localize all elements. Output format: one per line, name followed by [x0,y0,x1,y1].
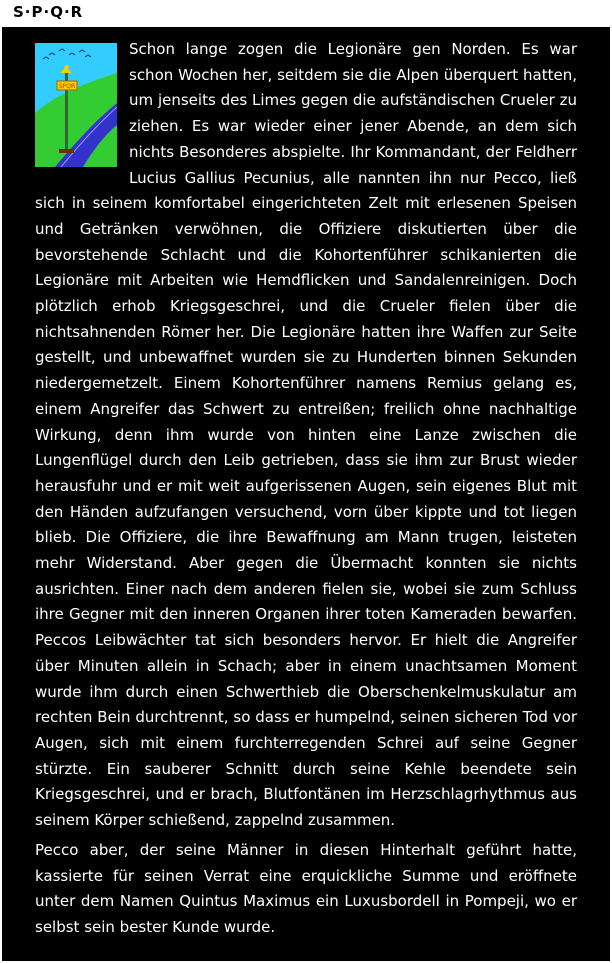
page-title: S·P·Q·R [13,3,84,21]
svg-text:SPQR: SPQR [58,83,76,90]
story-paragraph-2: Pecco aber, der seine Männer in diesen Hinterhalt geführt hatte, kassierte für seinen Verrat eine erquickliche Summe und eröffnete unter dem Namen Quintus Maximus ein Luxusbordell in Pompeji, wo er selbst sein bester Kunde wurde. [35,840,577,936]
story-panel [2,27,610,961]
legion-standard-landscape-icon [35,43,117,167]
story-paragraph-1: Schon lange zogen die Legionäre gen Norden. Es war schon Wochen her, seitdem sie die Alpen überquert hatten, um jenseits des Limes gegen die aufständischen Crueler zu ziehen. Es war wieder einer jener Abende, an dem sich nichts Besonderes abspielte. Ihr Kommandant, der Feldherr Lucius Gallius Pecunius, alle nannten ihn nur Pecco, ließ sich in seinem komfortabel eingerichteten Zelt mit erlesenen Speisen und Getränken verwöhnen, die Offiziere diskutierten über die bevorstehende Schlacht und die Kohortenführer schikanierten die Legionäre mit Arbeiten wie Hemdflicken und Sandalenreinigen. Doch plötzlich erhob Kriegsgeschrei, und die Crueler fielen über die nichtsahnenden Römer her. Die Legionäre hatten ihre Waffen zur Seite gestellt, und unbewaffnet wurden sie zu Hunderten binnen Sekunden niedergemetzelt. Einem Kohortenführer namens Remius gelang es, einem Angreifer das Schwert zu entreißen; freilich ohne nachhaltige Wirkung, denn ihm wurde von hinten eine Lanze zwischen die Lungenflügel durch den Leib getrieben, dass sie ihm zur Brust wieder herausfuhr und er mit weit aufgerissenen Augen, sein eigenes Blut mit den Händen aufzufangen versuchend, vorn über kippte und tot liegen blieb. Die Offiziere, die ihre Bewaffnung am Mann trugen, leisteten mehr Widerstand. Aber gegen die Übermacht konnten sie nichts ausrichten. Einer nach dem anderen fielen sie, wobei sie zum Schluss ihre Gegner mit den inneren Organen ihrer toten Kameraden bewarfen. Peccos Leibwächter tat sich besonders hervor. Er hielt die Angreifer über Minuten allein in Schach; aber in einem unachtsamen Moment wurde ihm durch einen Schwerthieb die Oberschenkelmuskulatur am rechten Bein durchtrennt, so dass er humpelnd, seinen sicheren Tod vor Augen, sich mit einem furchterregenden Schrei auf seine Gegner stürzte. Ein sauberer Schnitt durch seine Kehle beendete sein Kriegsgeschrei, und er brach, Blutfontänen im Herzschlagrhythmus aus seinem Körper schießend, zappelnd zusammen. [35,40,577,830]
